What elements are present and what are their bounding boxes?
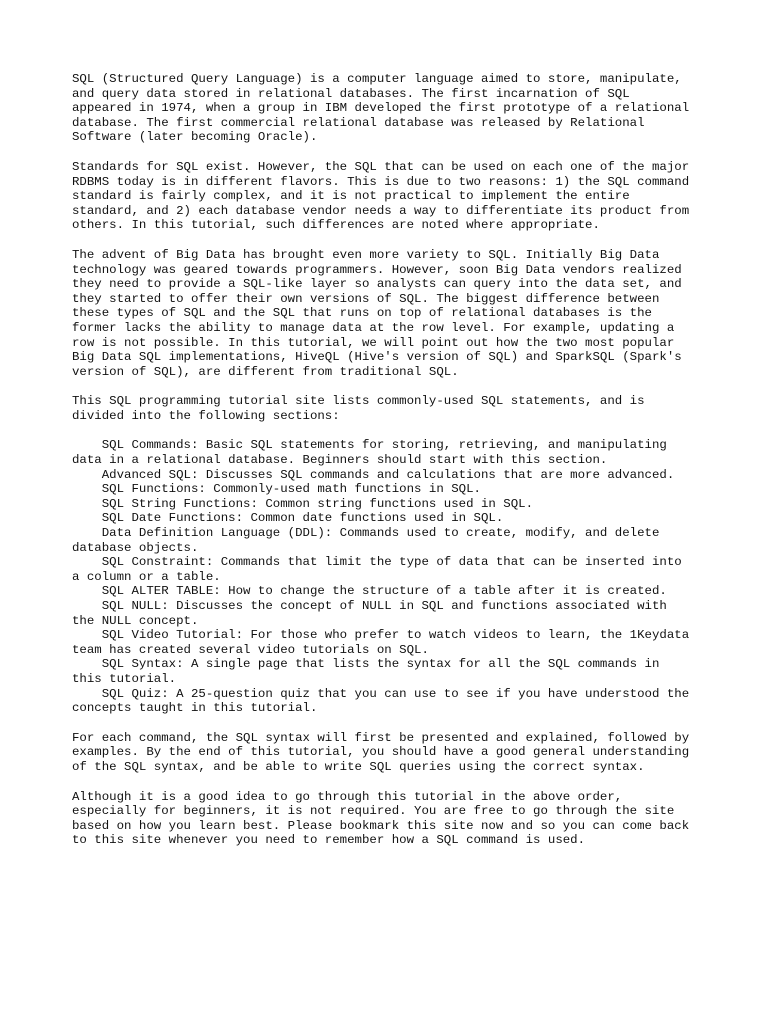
paragraph-sql-intro: SQL (Structured Query Language) is a computer language aimed to store, manipulate, and query data stored in relational databases. The first incarnation of SQL appeared in 1974, when a group in IBM developed the first prototype of a relational database. The first commercial relational database was released by Relational Software (later becoming Oracle).	[72, 72, 690, 145]
list-item-sql-null: SQL NULL: Discusses the concept of NULL in SQL and functions associated with the NULL concept.	[72, 599, 667, 628]
list-item-sql-video-tutorial: SQL Video Tutorial: For those who prefer to watch videos to learn, the 1Keydata team has created several video tutorials on SQL.	[72, 628, 690, 657]
sections-list	[72, 438, 712, 715]
list-item-advanced-sql: Advanced SQL: Discusses SQL commands and calculations that are more advanced.	[72, 467, 675, 482]
document-body	[72, 72, 712, 863]
paragraph-tutorial-overview: This SQL programming tutorial site lists commonly-used SQL statements, and is divided into the following sections:	[72, 394, 645, 423]
list-item-sql-functions: SQL Functions: Commonly-used math functions in SQL.	[72, 482, 481, 497]
list-item-sql-syntax: SQL Syntax: A single page that lists the syntax for all the SQL commands in this tutorial.	[72, 657, 660, 686]
list-item-sql-date-functions: SQL Date Functions: Common date functions used in SQL.	[72, 511, 504, 526]
paragraph-reading-order: Although it is a good idea to go through this tutorial in the above order, especially for beginners, it is not required. You are free to go through the site based on how you learn best. Please bookmark this site now and so you can come back to this site whenever you need to remember how a SQL command is used.	[72, 789, 690, 848]
list-item-sql-commands: SQL Commands: Basic SQL statements for storing, retrieving, and manipulating data in a relational database. Beginners should start with this section.	[72, 438, 667, 468]
list-item-sql-string-functions: SQL String Functions: Common string functions used in SQL.	[72, 496, 534, 511]
list-item-ddl: Data Definition Language (DDL): Commands used to create, modify, and delete database objects.	[72, 526, 660, 555]
list-item-sql-alter-table: SQL ALTER TABLE: How to change the structure of a table after it is created.	[72, 584, 667, 599]
paragraph-command-format: For each command, the SQL syntax will first be presented and explained, followed by examples. By the end of this tutorial, you should have a good general understanding of the SQL syntax, and be able to write SQL queries using the correct syntax.	[72, 730, 690, 774]
paragraph-sql-standards: Standards for SQL exist. However, the SQL that can be used on each one of the major RDBMS today is in different flavors. This is due to two reasons: 1) the SQL command standard is fairly complex, and it is not practical to implement the entire standard, and 2) each database vendor needs a way to differentiate its product from others. In this tutorial, such differences are noted where appropriate.	[72, 159, 690, 233]
paragraph-big-data: The advent of Big Data has brought even more variety to SQL. Initially Big Data technology was geared towards programmers. However, soon Big Data vendors realized they need to provide a SQL-like layer so analysts can query into the data set, and they started to offer their own versions of SQL. The biggest difference between these types of SQL and the SQL that runs on top of relational databases is the former lacks the ability to manage data at the row level. For example, updating a row is not possible. In this tutorial, we will point out how the two most popular Big Data SQL implementations, HiveQL (Hive's version of SQL) and SparkSQL (Spark's version of SQL), are different from traditional SQL.	[72, 247, 682, 379]
list-item-sql-constraint: SQL Constraint: Commands that limit the type of data that can be inserted into a column or a table.	[72, 555, 682, 584]
list-item-sql-quiz: SQL Quiz: A 25-question quiz that you can use to see if you have understood the concepts taught in this tutorial.	[72, 686, 690, 716]
